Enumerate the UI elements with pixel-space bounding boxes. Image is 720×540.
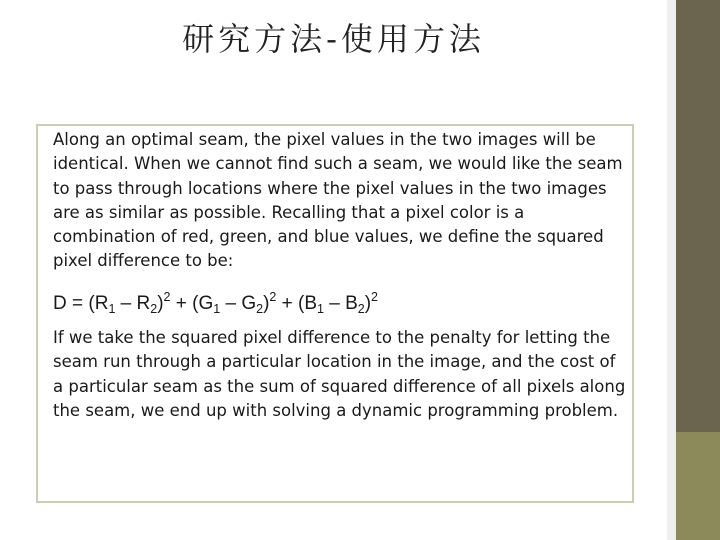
formula-subscript: 2: [357, 302, 365, 316]
formula-exponent: 2: [269, 290, 277, 304]
paragraph-conclusion: If we take the squared pixel difference to the penalty for letting the seam run through a particular location in the image, and the cost of a particular seam as the sum of squared difference of all pixels along the seam, we end up with solving a dynamic programming problem.: [53, 328, 626, 420]
sidebar-accent-block: [676, 432, 720, 540]
formula-subscript: 1: [213, 302, 221, 316]
formula-subscript: 1: [108, 302, 116, 316]
formula-part: – R: [115, 293, 151, 314]
content-box: [36, 124, 634, 503]
formula-part: ): [364, 293, 372, 314]
formula-part: – B: [323, 293, 358, 314]
sidebar-divider: [667, 0, 676, 540]
formula-part: ): [263, 293, 270, 314]
formula-part: – G: [220, 293, 257, 314]
slide-title: 研究方法-使用方法: [182, 20, 485, 58]
formula-part: ): [157, 293, 164, 314]
formula-exponent: 2: [163, 290, 171, 304]
formula-subscript: 2: [256, 302, 264, 316]
formula-part: + (G: [170, 293, 214, 314]
paragraph-intro: Along an optimal seam, the pixel values in the two images will be identical. When we cannot find such a seam, we would like the seam to pass through locations where the pixel values in the two images are as similar as possible. Recalling that a pixel color is a combination of red, green, and blue values, we define the squared pixel difference to be:: [53, 130, 623, 271]
formula-exponent: 2: [371, 290, 378, 304]
formula-part: D = (R: [53, 293, 109, 314]
squared-difference-formula: [53, 290, 378, 316]
formula-subscript: 1: [317, 302, 324, 316]
formula-subscript: 2: [150, 302, 158, 316]
formula-part: + (B: [276, 293, 317, 314]
